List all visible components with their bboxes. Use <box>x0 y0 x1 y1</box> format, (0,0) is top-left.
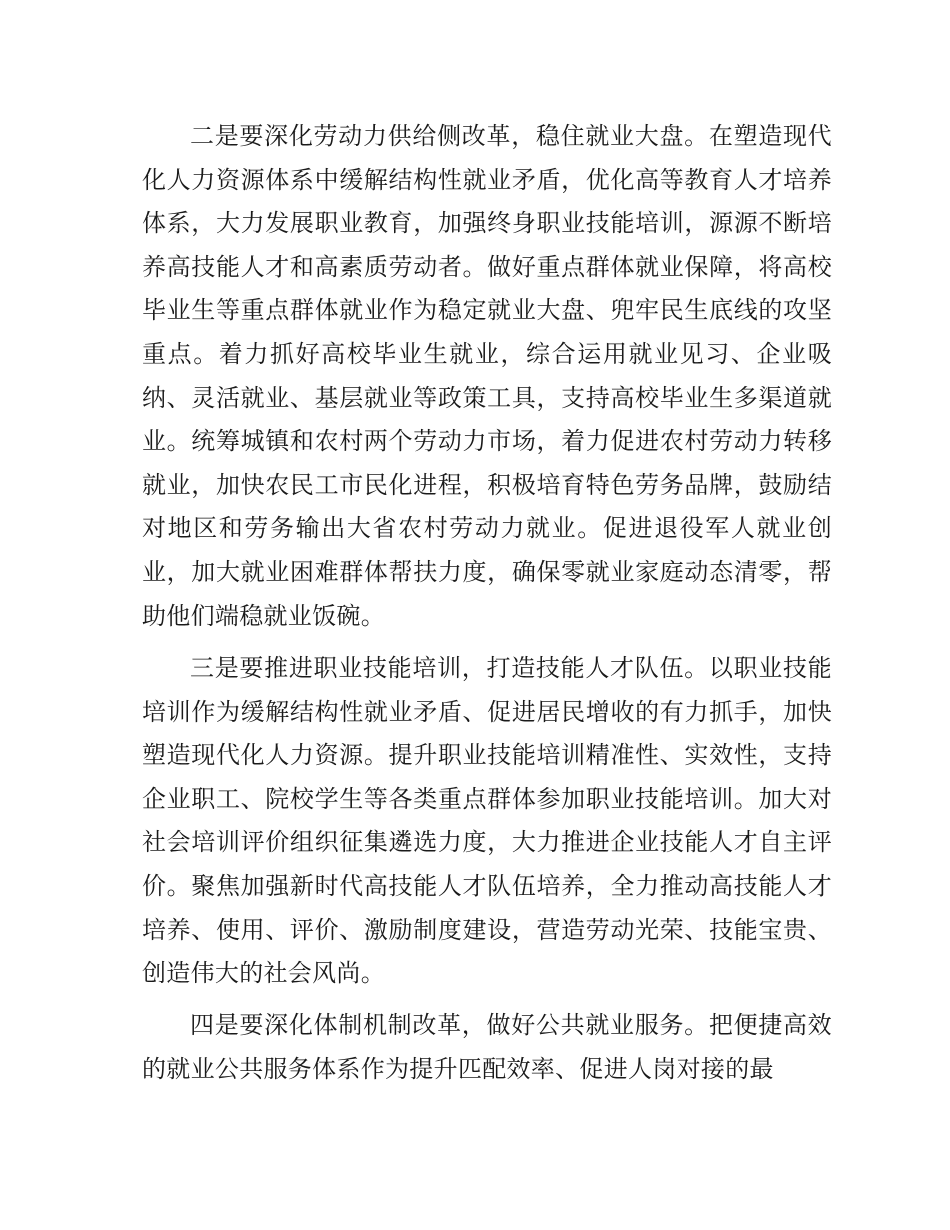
paragraph-public-employment-service: 四是要深化体制机制改革，做好公共就业服务。把便捷高效的就业公共服务体系作为提升匹配效率、促进人岗对接的最 <box>142 1011 832 1083</box>
paragraph-employment-supply: 二是要深化劳动力供给侧改革，稳住就业大盘。在塑造现代化人力资源体系中缓解结构性就业矛盾，优化高等教育人才培养体系，大力发展职业教育，加强终身职业技能培训，源源不断培养高技能人才和高素质劳动者。做好重点群体就业保障，将高校毕业生等重点群体就业作为稳定就业大盘、兜牢民生底线的攻坚重点。着力抓好高校毕业生就业，综合运用就业见习、企业吸纳、灵活就业、基层就业等政策工具，支持高校毕业生多渠道就业。统筹城镇和农村两个劳动力市场，着力促进农村劳动力转移就业，加快农民工市民化进程，积极培育特色劳务品牌，鼓励结对地区和劳务输出大省农村劳动力就业。促进退役军人就业创业，加大就业困难群体帮扶力度，确保零就业家庭动态清零，帮助他们端稳就业饭碗。 <box>142 122 832 630</box>
paragraph-skills-training: 三是要推进职业技能培训，打造技能人才队伍。以职业技能培训作为缓解结构性就业矛盾、促进居民增收的有力抓手，加快塑造现代化人力资源。提升职业技能培训精准性、实效性，支持企业职工、院校学生等各类重点群体参加职业技能培训。加大对社会培训评价组织征集遴选力度，大力推进企业技能人才自主评价。聚焦加强新时代高技能人才队伍培养，全力推动高技能人才培养、使用、评价、激励制度建设，营造劳动光荣、技能宝贵、创造伟大的社会风尚。 <box>142 654 832 988</box>
